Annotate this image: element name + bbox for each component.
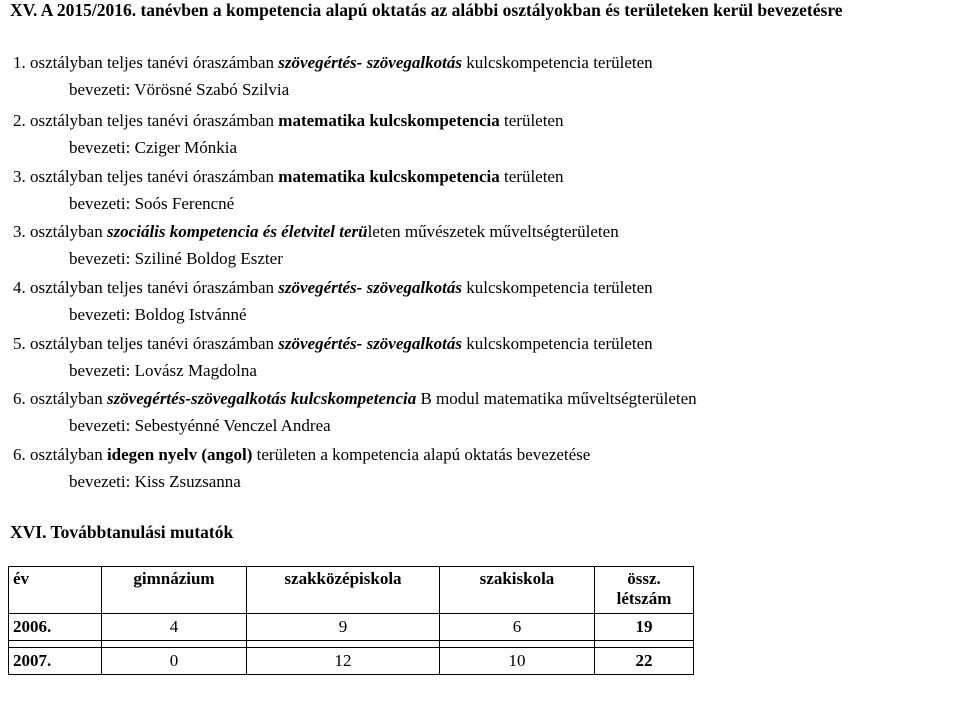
entry-introducer: bevezeti: Sebestyénné Venczel Andrea (69, 416, 331, 435)
entry-text: kulcskompetencia területen (461, 334, 653, 353)
further-education-table (8, 566, 694, 675)
entry-text: területen (499, 167, 564, 186)
header-szakkozepiskola: szakközépiskola (247, 567, 440, 614)
entry-description (13, 218, 619, 245)
cell-gimnazium: 0 (102, 648, 247, 675)
competency-entry (13, 385, 697, 439)
entry-competency: matematika kulcskompetencia (278, 111, 500, 130)
competency-entry (13, 163, 563, 217)
cell-szakiskola: 6 (440, 614, 595, 641)
competency-entry (13, 49, 653, 103)
entry-text: 5. osztályban teljes tanévi óraszámban (13, 334, 279, 353)
competency-entry (13, 441, 590, 495)
entry-introducer: bevezeti: Vörösné Szabó Szilvia (69, 80, 290, 99)
section-xvi-title: XVI. Továbbtanulási mutatók (10, 522, 234, 542)
table-spacer (9, 641, 694, 648)
cell-total: 19 (595, 614, 694, 641)
cell-szakiskola: 10 (440, 648, 595, 675)
competency-entry (13, 218, 619, 272)
entry-text: kulcskompetencia területen (461, 278, 653, 297)
entry-description (13, 441, 590, 468)
entry-text: B modul matematika műveltségterületen (416, 389, 697, 408)
competency-entry (13, 107, 563, 161)
entry-text: 2. osztályban teljes tanévi óraszámban (13, 111, 279, 130)
entry-text: 3. osztályban (13, 222, 107, 241)
entry-text: területen (499, 111, 564, 130)
entry-text: 1. osztályban teljes tanévi óraszámban (13, 53, 279, 72)
header-szakiskola: szakiskola (440, 567, 595, 614)
entry-competency: szociális kompetencia és életvitel terü (106, 222, 368, 241)
cell-szakkozepiskola: 9 (247, 614, 440, 641)
header-total: össz. létszám (595, 567, 694, 614)
entry-competency: szövegértés- szövegalkotás (278, 334, 462, 353)
entry-description (13, 274, 653, 301)
entry-competency: matematika kulcskompetencia (278, 167, 500, 186)
entry-description (13, 385, 697, 412)
entry-introducer: bevezeti: Soós Ferencné (69, 194, 235, 213)
entry-competency: szövegértés-szövegalkotás kulcskompetencia (106, 389, 417, 408)
entry-description (13, 107, 563, 134)
entry-text: területen a kompetencia alapú oktatás bevezetése (252, 445, 591, 464)
entry-competency: szövegértés- szövegalkotás (278, 278, 462, 297)
cell-year: 2007. (9, 648, 102, 675)
header-year: év (9, 567, 102, 614)
section-xv-title: XV. A 2015/2016. tanévben a kompetencia alapú oktatás az alábbi osztályokban és területeken kerül bevezetésre (10, 0, 843, 20)
entry-text: 6. osztályban (13, 389, 107, 408)
table-row (9, 614, 694, 641)
entry-text: 6. osztályban (13, 445, 107, 464)
entry-introducer: bevezeti: Kiss Zsuzsanna (69, 472, 241, 491)
entry-description (13, 163, 563, 190)
cell-szakkozepiskola: 12 (247, 648, 440, 675)
competency-entry (13, 274, 653, 328)
cell-year: 2006. (9, 614, 102, 641)
entry-text: kulcskompetencia területen (461, 53, 653, 72)
header-gimnazium: gimnázium (102, 567, 247, 614)
table-header-row (9, 567, 694, 614)
entry-introducer: bevezeti: Lovász Magdolna (69, 361, 257, 380)
entry-description (13, 330, 653, 357)
entry-competency: szövegértés- szövegalkotás (278, 53, 462, 72)
entry-description (13, 49, 653, 76)
entry-introducer: bevezeti: Boldog Istvánné (69, 305, 247, 324)
entry-text: 4. osztályban teljes tanévi óraszámban (13, 278, 279, 297)
entry-introducer: bevezeti: Cziger Mónkia (69, 138, 238, 157)
competency-entry (13, 330, 653, 384)
cell-gimnazium: 4 (102, 614, 247, 641)
cell-total: 22 (595, 648, 694, 675)
entry-text: 3. osztályban teljes tanévi óraszámban (13, 167, 279, 186)
entry-text: leten művészetek műveltségterületen (367, 222, 619, 241)
entry-competency: idegen nyelv (angol) (106, 445, 253, 464)
entry-introducer: bevezeti: Sziliné Boldog Eszter (69, 249, 283, 268)
table-row (9, 648, 694, 675)
